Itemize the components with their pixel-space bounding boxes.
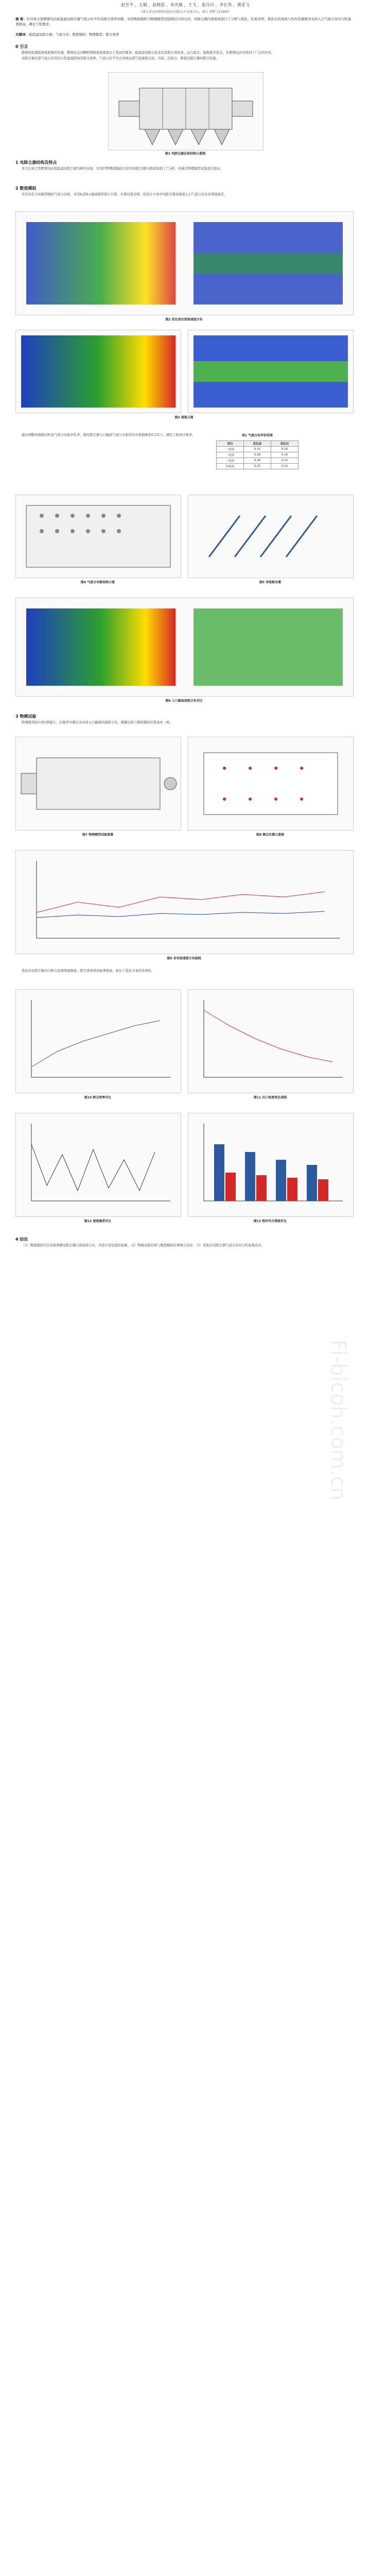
table-cell: 0.31 (244, 447, 271, 452)
paragraph-5 (15, 969, 353, 974)
figure-1 (108, 72, 263, 150)
table-cell: 二电场 (217, 452, 244, 458)
figure-2 (15, 211, 354, 315)
abstract-text: 针对某大型燃煤电站低低温电除尘器气流分布不均及除尘效率问题，采用数值模拟与物理模型试验相结合的方法，对除尘器内部流场进行了分析与优化。结果表明，优化后的导流与均布装置使各电场入口气流分布均匀性显著提高，满足工程要求。 (15, 17, 352, 26)
table-row (217, 458, 298, 464)
figure-7 (15, 737, 181, 831)
para-text: 通过调整导流板结构及气流分布板开孔率，使电除尘器入口截面气流分布相对均方根值降至0.2以下，满足工程设计要求。 (22, 433, 196, 437)
table-row (217, 447, 298, 452)
para-text: 本文以某大型燃煤电站低低温电除尘器为研究对象，采用CFD数值模拟方法对电除尘器内部流场进行了分析，并通过物理模型试验进行验证。 (22, 167, 224, 171)
keywords-text: 低低温电除尘器；气流分布；数值模拟；物理模型；除尘效率 (29, 32, 119, 37)
table-row (217, 464, 298, 469)
guide-vanes-diagram (188, 495, 353, 578)
para-text: （1）数值模拟可以有效预测电除尘器内部流场分布，为设计优化提供依据。（2）物模试验结果与数值模拟结果吻合良好。（3）优化后电除尘器气流分布均匀性显著改善。 (22, 1244, 265, 1247)
table-cell: 0.16 (271, 447, 298, 452)
watermark-text: Fi-bicoh.com.cn (326, 1340, 350, 1501)
section-title-4: 4 结论 (15, 1237, 28, 1242)
table-cell: 0.25 (244, 464, 271, 469)
efficiency-chart (16, 990, 181, 1093)
table-cell: 三电场 (217, 458, 244, 464)
table-cell: 一电场 (217, 447, 244, 452)
watermark (326, 0, 350, 2576)
figure-10 (15, 989, 181, 1093)
para-text: 电除尘器内部气流分布的均匀性直接影响其除尘效率。气流分布不均会导致局部气流速度过高，引起二次扬尘，降低电除尘器的除尘性能。 (22, 57, 220, 60)
rms-chart (188, 1113, 353, 1216)
figure-5 (188, 495, 354, 578)
physical-model-apparatus (16, 737, 181, 830)
outlet-concentration-chart (188, 990, 353, 1093)
table-cell: 0.12 (271, 464, 298, 469)
figure-13-caption: 图13 相对均方根值对比 (253, 1219, 287, 1223)
table-cell: 0.28 (244, 452, 271, 458)
figure-1-caption: 图1 电除尘器总体结构示意图 (165, 152, 206, 156)
figure-9-caption: 图9 各电场速度分布曲线 (167, 957, 201, 960)
table-1-caption: 表1 气流分布评价结果 (241, 434, 273, 437)
inlet-velocity-compare (16, 598, 353, 696)
figure-10-caption: 图10 除尘效率对比 (84, 1096, 112, 1099)
keywords-label: 关键词： (15, 32, 29, 37)
para-text: 随着国家超低排放政策的实施，燃煤电站对颗粒物排放浓度提出了更高的要求。低低温电除尘技术因其除尘效率高、运行稳定、能耗低等优点，在燃煤电站中得到了广泛的应用。 (22, 51, 275, 55)
table-header: 优化前 (244, 441, 271, 447)
table-row (217, 452, 298, 458)
paragraph-0 (15, 50, 353, 62)
figure-12-caption: 图12 速度偏差对比 (84, 1219, 112, 1223)
para-text: 物理模型按1:8比例建立，在模型中测定各电场入口截面的速度分布，测量结果与数值模拟结果基本一致。 (22, 721, 173, 724)
figure-3a (15, 330, 181, 413)
paragraph-3 (15, 433, 196, 438)
table-cell: 四电场 (217, 464, 244, 469)
table-header: 项目 (217, 441, 244, 447)
figure-9 (15, 850, 354, 954)
table-cell: 0.26 (244, 458, 271, 464)
section-title-1: 1 电除尘器结构及特点 (15, 160, 57, 165)
table-header: 优化后 (271, 441, 298, 447)
section-title-0: 0 引言 (15, 44, 28, 49)
table-cell: 0.13 (271, 458, 298, 464)
figure-2-caption: 图2 优化前后流场速度分布 (165, 318, 203, 321)
measure-points-diagram (188, 737, 353, 830)
precipitator-diagram (109, 73, 263, 150)
authors: 赵芳平 ，王娟 ，赵晓思 ，李庆斌 ，王飞 ，张丹丹 ，李长华 ，黄亚飞 (121, 3, 250, 7)
figure-4 (15, 495, 181, 578)
paragraph-4 (15, 720, 353, 726)
figure-5-caption: 图5 导流板布置 (259, 581, 282, 584)
para-text: 采用多孔介质模型模拟气流分布板，采用标准k-ε湍流模型进行计算。计算结果表明，原设计方案中电除尘器各通道入口气流分布存在明显偏差。 (22, 193, 227, 196)
table-cell: 0.14 (271, 452, 298, 458)
para-text: 优化后电除尘器出口粉尘浓度明显降低，除尘效率得到显著提高，验证了优化方案的有效性。 (22, 969, 155, 973)
heatmap-a (16, 330, 181, 413)
affiliation: （浙江菲达环保科技股份有限公司 技术中心，浙江 诸暨 311800） (139, 10, 232, 14)
figure-6-caption: 图6 入口截面速度分布对比 (165, 699, 203, 703)
paragraph-6 (15, 1243, 353, 1249)
distribution-plate-diagram (16, 495, 181, 578)
figure-12 (15, 1113, 181, 1217)
abstract-label: 摘 要： (15, 17, 27, 21)
paragraph-2 (15, 192, 353, 198)
figure-3b (188, 330, 354, 413)
figure-13 (188, 1113, 354, 1217)
velocity-contour (16, 212, 353, 315)
heatmap-b (188, 330, 353, 413)
figure-6 (15, 598, 354, 697)
keywords (15, 32, 353, 37)
figure-8-caption: 图8 测点布置示意图 (256, 833, 285, 837)
abstract (15, 16, 353, 27)
figure-8 (188, 737, 354, 831)
section-title-3: 3 物模试验 (15, 714, 37, 719)
figure-11 (188, 989, 354, 1093)
figure-11-caption: 图11 出口浓度变化曲线 (253, 1096, 287, 1099)
figure-7-caption: 图7 物理模型试验装置 (82, 833, 114, 837)
table-1 (216, 440, 298, 469)
figure-4-caption: 图4 气流分布板结构示意 (80, 581, 115, 584)
deviation-chart (16, 1113, 181, 1216)
velocity-curves (16, 851, 353, 954)
section-title-2: 2 数值模拟 (15, 186, 37, 191)
paragraph-1 (15, 166, 353, 172)
figure-3-caption: 图3 速度云图 (174, 416, 194, 419)
